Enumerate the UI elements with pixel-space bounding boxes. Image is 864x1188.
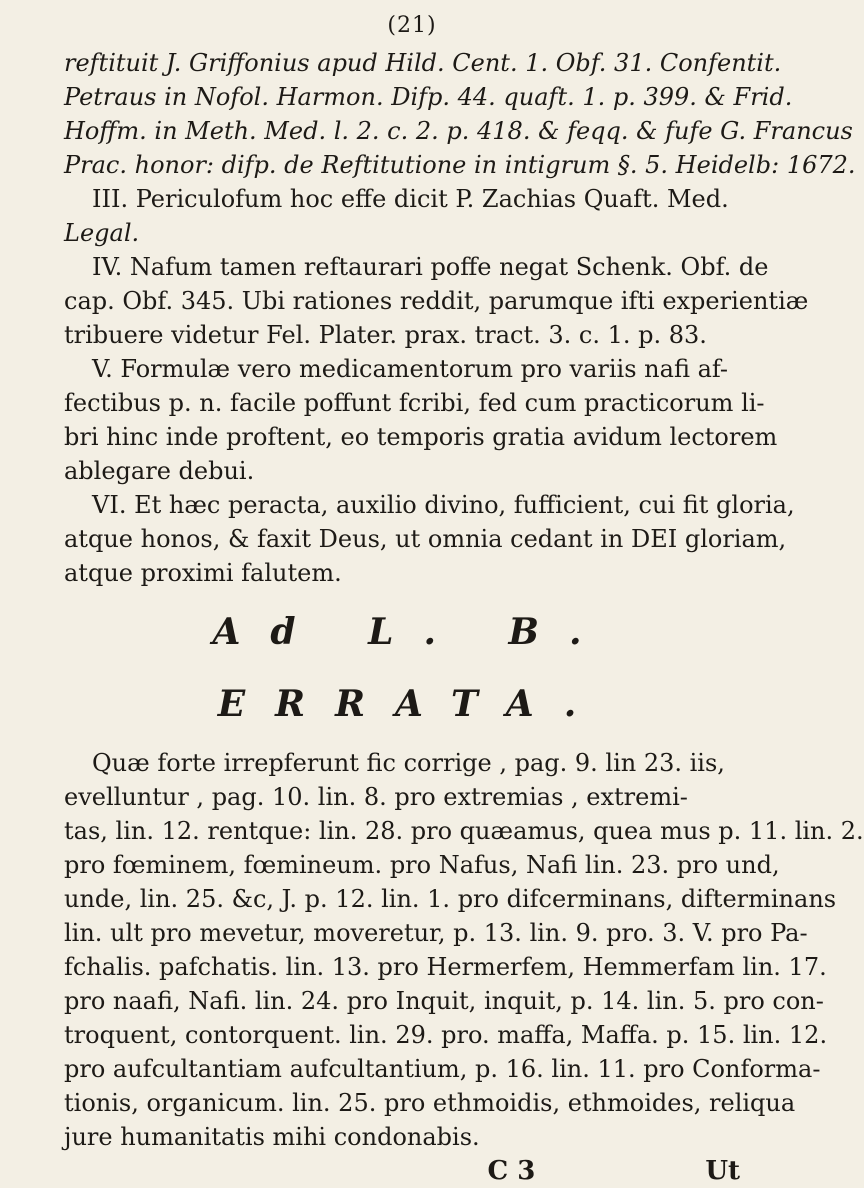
text-line: VI. Et hæc peracta, auxilio divino, fufficient, cui fit gloria,	[92, 491, 795, 519]
errata-line: jure humanitatis mihi condonabis.	[64, 1123, 480, 1151]
errata-line: Quæ forte irrepferunt fic corrige , pag. 9. lin 23. iis,	[92, 749, 725, 777]
text-line: III. Periculofum hoc effe dicit P. Zachias Quaft. Med.	[92, 185, 729, 213]
errata-line: pro aufcultantiam aufcultantium, p. 16. lin. 11. pro Conforma-	[64, 1055, 821, 1083]
errata-line: pro fœminem, fœmineum. pro Nafus, Nafi lin. 23. pro und,	[64, 851, 780, 879]
text-line: atque proximi falutem.	[64, 559, 342, 587]
errata-line: unde, lin. 25. &c, J. p. 12. lin. 1. pro difcerminans, difterminans	[64, 885, 837, 913]
text-line: Legal.	[64, 219, 140, 247]
text-line: Petraus in Nofol. Harmon. Difp. 44. quaft. 1. p. 399. & Frid.	[64, 83, 793, 111]
errata-heading: ERRATA.	[217, 683, 607, 725]
errata-line: tionis, organicum. lin. 25. pro ethmoidis, ethmoides, reliqua	[64, 1089, 796, 1117]
text-line: Prac. honor: difp. de Reftitutione in intigrum §. 5. Heidelb: 1672.	[64, 151, 856, 179]
text-line: reftituit J. Griffonius apud Hild. Cent. 1. Obf. 31. Confentit.	[64, 49, 782, 77]
text-line: Hoffm. in Meth. Med. l. 2. c. 2. p. 418. & feqq. & fufe G. Francus	[64, 117, 853, 145]
text-line: atque honos, & faxit Deus, ut omnia cedant in DEI gloriam,	[64, 525, 787, 553]
closing-heading: Ad L. B.	[212, 611, 612, 653]
errata-line: tas, lin. 12. rentque: lin. 28. pro quæamus, quea mus p. 11. lin. 2.	[64, 817, 864, 845]
page-number-header: (21)	[387, 13, 437, 38]
errata-line: pro naafi, Nafi. lin. 24. pro Inquit, inquit, p. 14. lin. 5. pro con-	[64, 987, 824, 1015]
body-text	[64, 46, 856, 590]
errata-line: fchalis. pafchatis. lin. 13. pro Hermerfem, Hemmerfam lin. 17.	[64, 953, 827, 981]
signature-mark: C 3	[487, 1156, 536, 1186]
catchword: Ut	[705, 1156, 740, 1186]
text-line: fectibus p. n. facile poffunt fcribi, fed cum practicorum li-	[64, 389, 765, 417]
errata-line: troquent, contorquent. lin. 29. pro. maffa, Maffa. p. 15. lin. 12.	[64, 1021, 828, 1049]
errata-line: evelluntur , pag. 10. lin. 8. pro extremias , extremi-	[64, 783, 688, 811]
text-line: V. Formulæ vero medicamentorum pro variis nafi af-	[92, 355, 729, 383]
text-line: bri hinc inde proftent, eo temporis gratia avidum lectorem	[64, 423, 778, 451]
text-line: cap. Obf. 345. Ubi rationes reddit, parumque ifti experientiæ	[64, 287, 809, 315]
text-line: IV. Nafum tamen reftaurari poffe negat Schenk. Obf. de	[92, 253, 769, 281]
text-line: tribuere videtur Fel. Plater. prax. tract. 3. c. 1. p. 83.	[64, 321, 707, 349]
text-line: ablegare debui.	[64, 457, 255, 485]
errata-text	[64, 746, 864, 1154]
errata-line: lin. ult pro mevetur, moveretur, p. 13. lin. 9. pro. 3. V. pro Pa-	[64, 919, 808, 947]
footer-line	[64, 1154, 760, 1188]
